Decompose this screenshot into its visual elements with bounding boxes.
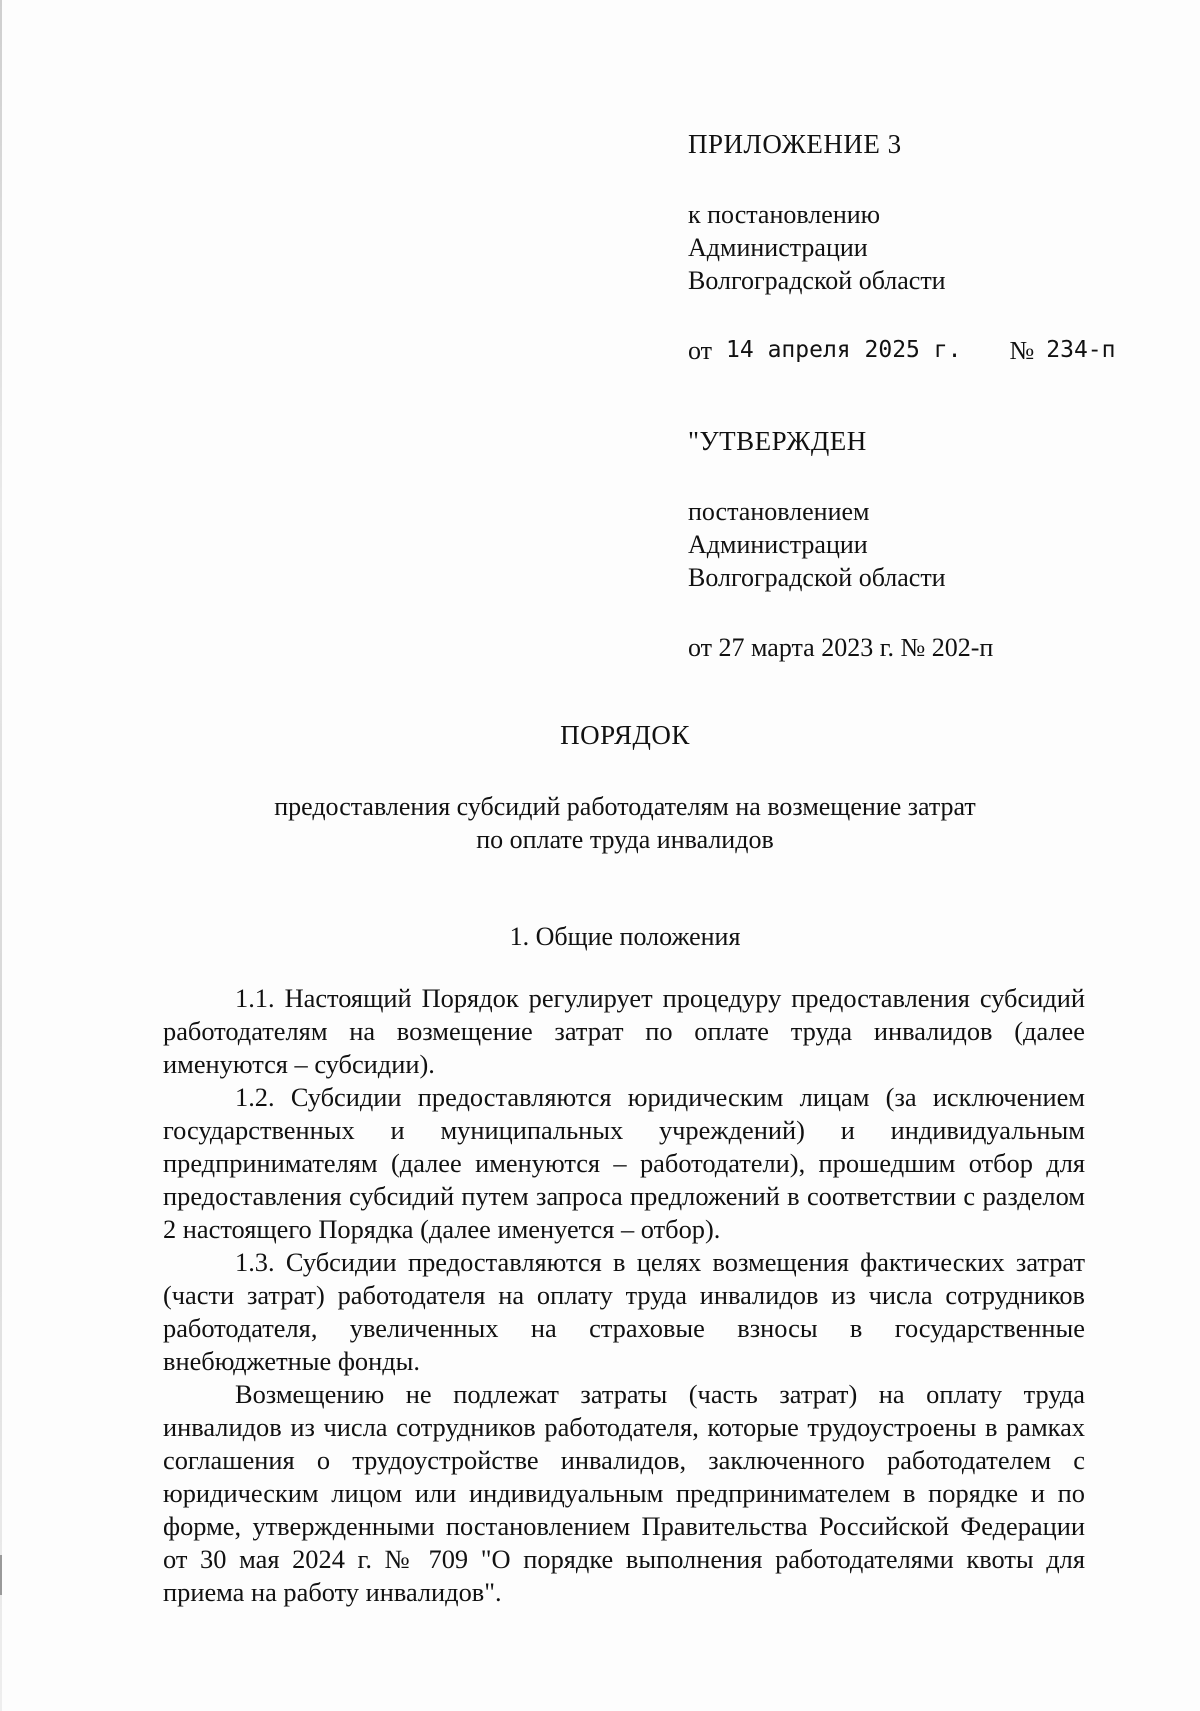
section-heading: 1. Общие положения	[509, 922, 741, 951]
number-sign: №	[1009, 336, 1035, 365]
resolution-line-2: Администрации	[688, 233, 868, 262]
paragraph-1-3-continued: Возмещению не подлежат затраты (часть затрат) на оплату труда инвалидов из числа сотрудников работодателя, которые трудоустроены в рамках соглашения о трудоустройстве инвалидов, заключенного работодателем с юридическим лицом или индивидуальным предпринимателем в порядке и по форме, утвержденными постановлением Правительства Российской Федерации от 30 мая 2024 г. № 709 "О порядке выполнения работодателями квоты для приема на работу инвалидов".	[163, 1379, 1085, 1607]
paragraph-1-3: 1.3. Субсидии предоставляются в целях возмещения фактических затрат (части затрат) работодателя на оплату труда инвалидов из числа сотрудников работодателя, увеличенных на страховые взносы в государственные внебюджетные фонды.	[163, 1247, 1085, 1376]
paragraph-1-2: 1.2. Субсидии предоставляются юридическим лицам (за исключением государственных и муниципальных учреждений) и индивидуальным предпринимателям (далее именуются – работодатели), прошедшим отбор для предоставления субсидий путем запроса предложений в соответствии с разделом 2 настоящего Порядка (далее именуется – отбор).	[163, 1082, 1085, 1244]
approved-title: "УТВЕРЖДЕН	[688, 426, 867, 456]
paragraph-1-1: 1.1. Настоящий Порядок регулирует процедуру предоставления субсидий работодателям на возмещение затрат по оплате труда инвалидов (далее именуются – субсидии).	[163, 983, 1085, 1079]
document-title: ПОРЯДОК	[560, 720, 690, 750]
subtitle-line-1: предоставления субсидий работодателям на возмещение затрат	[274, 792, 976, 821]
resolution-date-line	[688, 334, 1128, 367]
document-subtitle	[0, 790, 1200, 856]
approved-line-3: Волгоградской области	[688, 563, 946, 592]
approved-line-2: Администрации	[688, 530, 868, 559]
resolution-number: 234-п	[1046, 337, 1116, 363]
approved-date-line: от 27 марта 2023 г. № 202-п	[688, 633, 994, 662]
scan-mark	[0, 1555, 2, 1595]
body-text	[163, 982, 1085, 1609]
resolution-line-1: к постановлению	[688, 200, 881, 229]
from-label: от	[688, 336, 713, 365]
resolution-line-3: Волгоградской области	[688, 266, 946, 295]
resolution-date: 14 апреля 2025 г.	[726, 337, 962, 363]
header-block	[688, 128, 1128, 664]
subtitle-line-2: по оплате труда инвалидов	[476, 825, 774, 854]
appendix-title: ПРИЛОЖЕНИЕ 3	[688, 129, 902, 159]
approved-line-1: постановлением	[688, 497, 870, 526]
